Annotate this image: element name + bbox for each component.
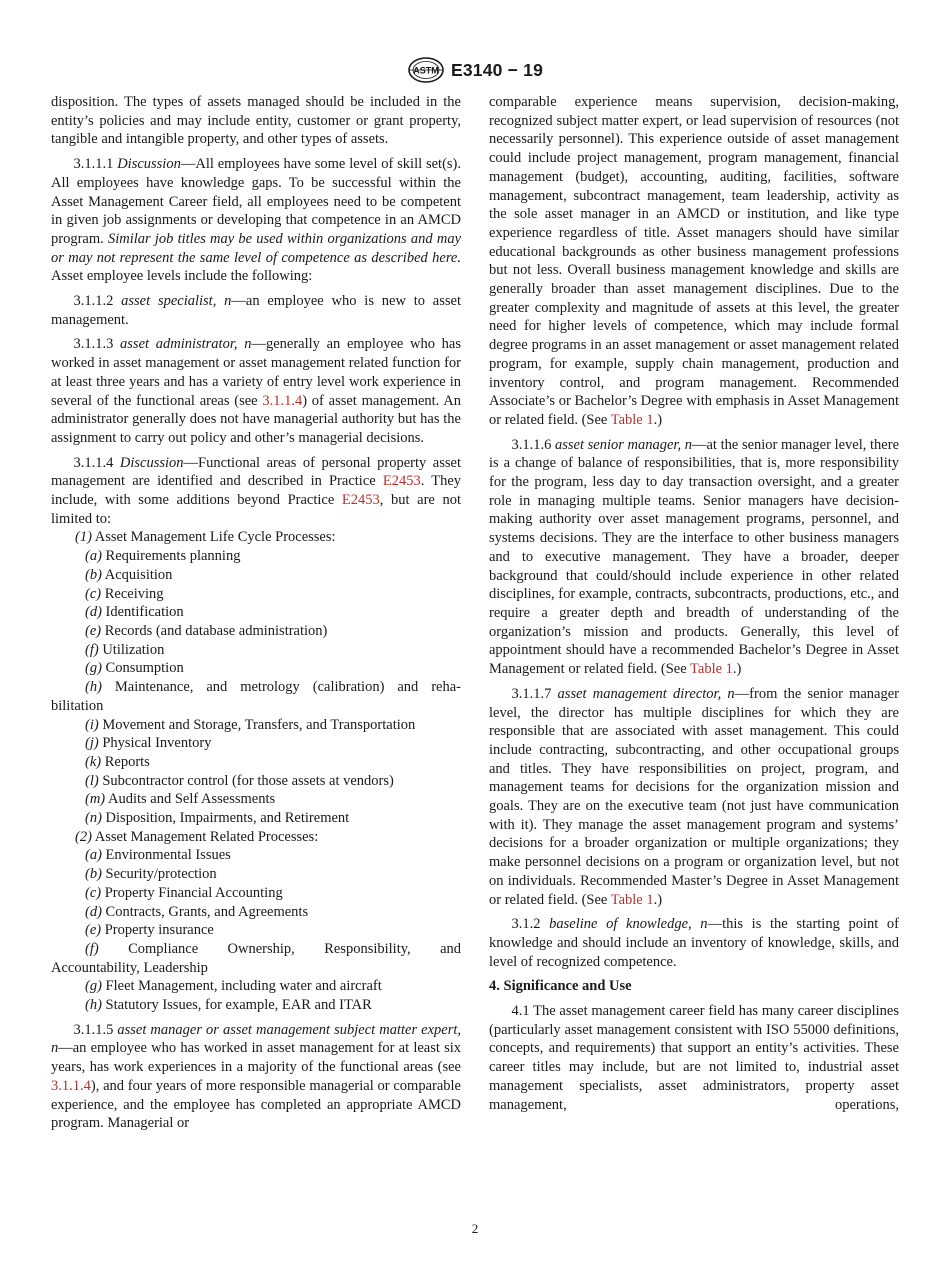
list-marker: (e) [85,922,102,939]
clause-text: The asset management career field has many career disciplines (particularly asset management consistent with ISO 55000 definitions, concepts, and requirements) that support an entity’s activities. These career titles may include, but are not limited to, industrial asset management specialists, asset administrators, property asset management, operations, [489,1003,899,1113]
list-text: Environmental Issues [105,847,231,864]
list-marker: (d) [85,604,102,621]
clause-text: ) of asset management. An administrator generally does not have managerial authority but has the assignment to carry out policy and other’s managerial decisions. [51,392,461,446]
list-text: Reports [104,753,150,770]
list-marker: (g) [85,660,102,677]
paragraph-3-1-1-6 [489,436,899,679]
list-item [51,753,461,772]
clause-text: .) [653,411,663,428]
list-text: Disposition, Impairments, and Retirement [105,810,350,827]
logo-text: ASTM [413,65,439,76]
list-marker: (h) [85,997,102,1014]
list-label: Asset Management Related Processes: [94,828,319,845]
list-marker: (m) [85,791,106,808]
page-header [0,56,950,84]
list-text: Statutory Issues, for example, EAR and ITAR [105,997,372,1014]
list-item [51,809,461,828]
astm-logo-icon [407,57,445,83]
list-marker: (j) [85,735,99,752]
page-number: 2 [471,1221,479,1236]
clause-term: Discussion [119,454,184,471]
clause-text: ), and four years of more responsible managerial or comparable experience, and the employee has completed an appropriate AMCD program. Managerial or [51,1077,461,1132]
clause-term: asset administrator, n [120,336,252,353]
list-text: Acquisition [104,566,173,583]
clause-number: 3.1.1.2 [73,293,114,310]
list-text: Property Financial Accounting [104,884,283,901]
list-text: Property insurance [104,922,214,939]
clause-text: —All employees have some level of skill set(s). All employees have knowledge gaps. To be successful within the Asset Management Career field, all employees need to be competent in given job assignments or developing that competence in an AMCD program. [51,156,461,247]
clause-term: baseline of knowledge, n [549,916,708,933]
list-item [51,566,461,585]
list-item [51,790,461,809]
list-text: Movement and Storage, Transfers, and Transportation [102,716,416,733]
clause-text: —an employee who is new to asset management. [51,293,461,328]
list-item [51,996,461,1015]
paragraph-3-1-1-7 [489,685,899,909]
paragraph-3-1-1-1 [51,155,461,286]
list-text: Physical Inventory [102,735,212,752]
list-marker: (f) [85,940,99,957]
list-marker: (c) [85,585,102,602]
link-table-1[interactable]: Table 1 [610,411,654,428]
list-text: Audits and Self Assessments [107,791,276,808]
clause-text: —Functional areas of personal property asset management are identified and described in Practice [51,454,461,490]
list-item [51,659,461,678]
list-item-continuation: bilitation [51,697,104,714]
clause-text: —this is the starting point of knowledge and should include an inventory of knowledge, skills, and level of recognized competence. [489,916,900,970]
list-marker: (l) [85,772,99,789]
list-marker: (h) [85,679,102,696]
clause-text: —at the senior manager level, there is a change of balance of responsibilities, that is, more responsibility for the program, less day to day transaction oversight, and a greater role in managing multiple teams. Senior managers have decision-making authority over asset management programs, personnel, and systems decisions. They are the interface to other business managers and to executive management. They have a broader, deeper background that could/should include experience in other related disciplines, for example, contracts, subcontracts, productions, etc., and require a greater depth and breadth of understanding of the organization’s mission and products. Generally, this level of appointment should have a recommended Bachelor’s Degree in Asset Management or related field. (See [489,436,899,678]
right-column [489,93,899,1120]
clause-term: asset management director, n [557,685,735,702]
clause-term: asset manager or asset management subject matter expert, n [51,1021,461,1057]
list-item [51,547,461,566]
clause-number: 3.1.1.3 [73,336,114,353]
clause-text: —from the senior manager level, the director has multiple disciplines for which they are responsible that are associated with asset management. This could include contracting, subcontracting, and other occupational groups and titles. They have responsibilities on project, program, and management teams for decisions for the organization mission and goals. They are on the executive team (not just have communication with it). They manage the asset management program and systems’ decisions for a broader organization or multiple organizations; they make personnel decisions on a program or organization level, but not on individuals. Recommended Master’s Degree in Asset Management or related field. (See [489,685,899,908]
clause-number: 3.1.2 [511,916,541,933]
clause-number: 3.1.1.6 [511,436,552,453]
list-marker: (c) [85,884,102,901]
list-item [51,940,461,959]
list-item [51,622,461,641]
clause-text: .) [653,891,663,908]
list-marker: (k) [85,753,102,770]
clause-italic-note: Similar job titles may be used within organizations and may or may not represent the same level of competence as described here. [51,230,462,266]
list-marker: (1) [75,529,92,546]
list-item [51,641,461,660]
clause-text: Asset employee levels include the following: [51,268,313,285]
clause-text: comparable experience means supervision, decision-making, recognized subject matter expert, or lead supervision of resources (not necessarily personnel). This experience outside of asset management could include project management, program management, financial management (budget), accounting, auditing, facilities, software management, subcontract management, team leadership, activity as the sole asset manager in an AMCD or institution, and like type experience regardless of title. Asset managers should have similar educational backgrounds as other business management professions but not less. Overall business management knowledge and skills are generally broader than asset management disciplines. Due to the greater complexity and magnitude of assets at this level, the greater need for higher levels of competence, which may include formal degree programs in an asset management or asset management related program, for example, supply chain management, production and inventory control, and program management. Recommended Associate’s or Bachelor’s Degree with emphasis in Asset Management or related field. (See [489,94,899,428]
list-marker: (e) [85,622,102,639]
clause-number: 3.1.1.7 [511,685,552,702]
list-marker: (n) [85,810,102,827]
clause-term: asset specialist, n [121,293,232,310]
list-text: Identification [105,604,184,621]
clause-number: 4.1 [511,1003,530,1020]
list-marker: (f) [85,641,99,658]
link-e2453[interactable]: E2453 [341,492,380,509]
list-text: Consumption [105,660,184,677]
list-text: Subcontractor control (for those assets at vendors) [102,772,394,789]
list-item [51,865,461,884]
list-marker: (b) [85,866,102,883]
paragraph-3-1-1-2 [51,292,461,329]
link-3-1-1-4[interactable]: 3.1.1.4 [262,392,303,409]
clause-number: 3.1.1.1 [73,156,114,173]
document-id: E3140 − 19 [450,59,543,80]
list-item-continuation: Accountability, Leadership [51,959,208,976]
paragraph-3-1-1-5 [51,1021,461,1133]
list-text: Records (and database administration) [104,622,328,639]
paragraph-3-1-2 [489,915,899,971]
list-marker: (g) [85,978,102,995]
paragraph-3-1-1-3 [51,335,461,447]
clause-number: 3.1.1.5 [73,1021,114,1038]
list-marker: (a) [85,847,102,864]
list-item [51,603,461,622]
left-column [51,93,461,1139]
list-text: Fleet Management, including water and aircraft [105,978,382,995]
paragraph-3-1-1-5-continued [489,93,899,430]
link-table-1[interactable]: Table 1 [690,661,733,678]
list-item [51,903,461,922]
list-heading-life-cycle [51,528,461,547]
paragraph-4-1 [489,1002,899,1114]
list-item [51,585,461,604]
list-item [51,678,461,697]
list-marker: (d) [85,903,102,920]
link-3-1-1-4[interactable]: 3.1.1.4 [51,1077,91,1094]
list-text: Utilization [102,641,165,658]
list-label: Asset Management Life Cycle Processes: [94,529,336,546]
clause-number: 3.1.1.4 [73,454,114,471]
list-item [51,977,461,996]
list-marker: (a) [85,548,102,565]
list-item [51,884,461,903]
link-e2453[interactable]: E2453 [382,473,421,490]
list-marker: (b) [85,566,102,583]
clause-text: . They include, with some additions beyond Practice [51,473,462,509]
list-text: Compliance Ownership, Responsibility, and [128,940,462,957]
list-item [51,921,461,940]
list-marker: (2) [75,828,92,845]
list-text: Requirements planning [105,548,241,565]
list-item [51,716,461,735]
clause-text: .) [732,661,742,678]
list-heading-related [51,828,461,847]
list-text: Security/protection [105,866,217,883]
list-marker: (i) [85,716,99,733]
list-text: Contracts, Grants, and Agreements [105,903,309,920]
clause-text: —generally an employee who has worked in asset management or asset management related function for at least three years and has a variety of entry level work experience in several of the functional areas (see [51,336,461,409]
link-table-1[interactable]: Table 1 [610,891,654,908]
intro-paragraph: disposition. The types of assets managed should be included in the entity’s policies and may include entity, customer or grant property, tangible and intangible property, and other types of assets. [51,94,461,148]
clause-term: asset senior manager, n [554,436,692,453]
list-text: Maintenance, and metrology (calibration) and reha- [114,679,462,696]
list-item [51,734,461,753]
clause-text: , but are not limited to: [51,492,462,527]
list-item [51,772,461,791]
list-item [51,846,461,865]
clause-term: Discussion [117,156,181,173]
list-text: Receiving [104,585,164,602]
section-heading: 4. Significance and Use [489,978,632,995]
paragraph-3-1-1-4 [51,454,461,529]
clause-text: —an employee who has worked in asset management for at least six years, has work experiences in a majority of the functional areas (see [51,1040,461,1076]
